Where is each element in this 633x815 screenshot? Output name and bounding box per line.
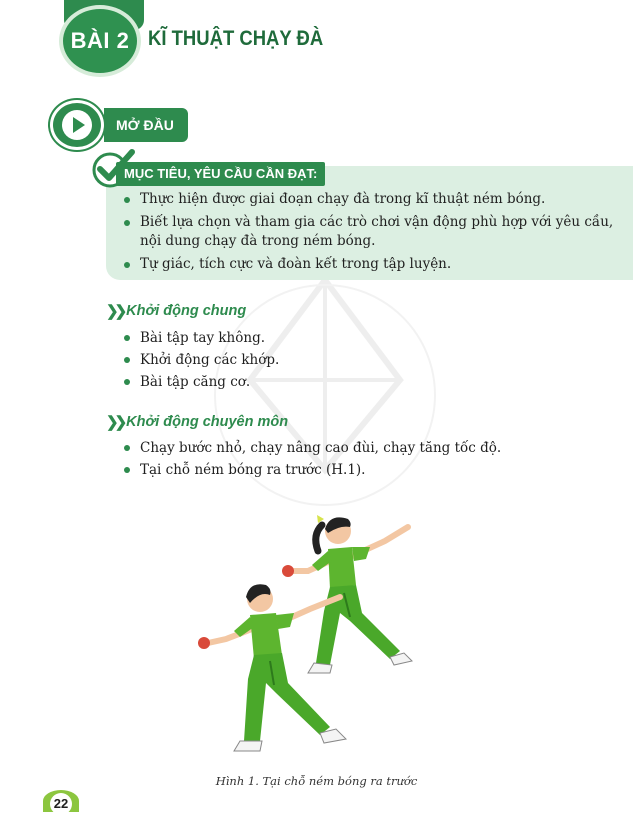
double-chevron-icon: ❯❯ [106,414,124,431]
list-item: Tự giác, tích cực và đoàn kết trong tập luyện. [120,255,618,274]
intro-banner: MỞ ĐẦU [104,108,188,142]
figure-caption: Hình 1. Tại chỗ ném bóng ra trước [215,774,418,788]
section-heading-specific: ❯❯ Khởi động chuyên môn [106,414,289,431]
section-heading-general: ❯❯ Khởi động chung [106,303,247,320]
list-item: Bài tập tay không. [120,327,279,349]
objectives-list [120,190,618,278]
list-item: Chạy bước nhỏ, chạy nâng cao đùi, chạy tăng tốc độ. [120,437,501,459]
list-item: Bài tập căng cơ. [120,371,279,393]
lesson-badge: BÀI 2 [59,5,141,77]
general-warmup-list [120,327,279,393]
specific-warmup-list [120,437,501,481]
list-item: Khởi động các khớp. [120,349,279,371]
play-icon [50,100,104,150]
list-item: Tại chỗ ném bóng ra trước (H.1). [120,459,501,481]
page-number: 22 [43,790,79,812]
girl-figure [282,515,412,673]
list-item: Thực hiện được giai đoạn chạy đà trong kĩ thuật ném bóng. [120,190,618,209]
lesson-title: KĨ THUẬT CHẠY ĐÀ [148,27,324,50]
throwing-illustration [190,505,460,760]
list-item: Biết lựa chọn và tham gia các trò chơi vận động phù hợp với yêu cầu, nội dung chạy đà trong ném bóng. [120,213,618,251]
double-chevron-icon: ❯❯ [106,303,124,320]
objectives-header: MỤC TIÊU, YÊU CẦU CẦN ĐẠT: [116,162,325,186]
